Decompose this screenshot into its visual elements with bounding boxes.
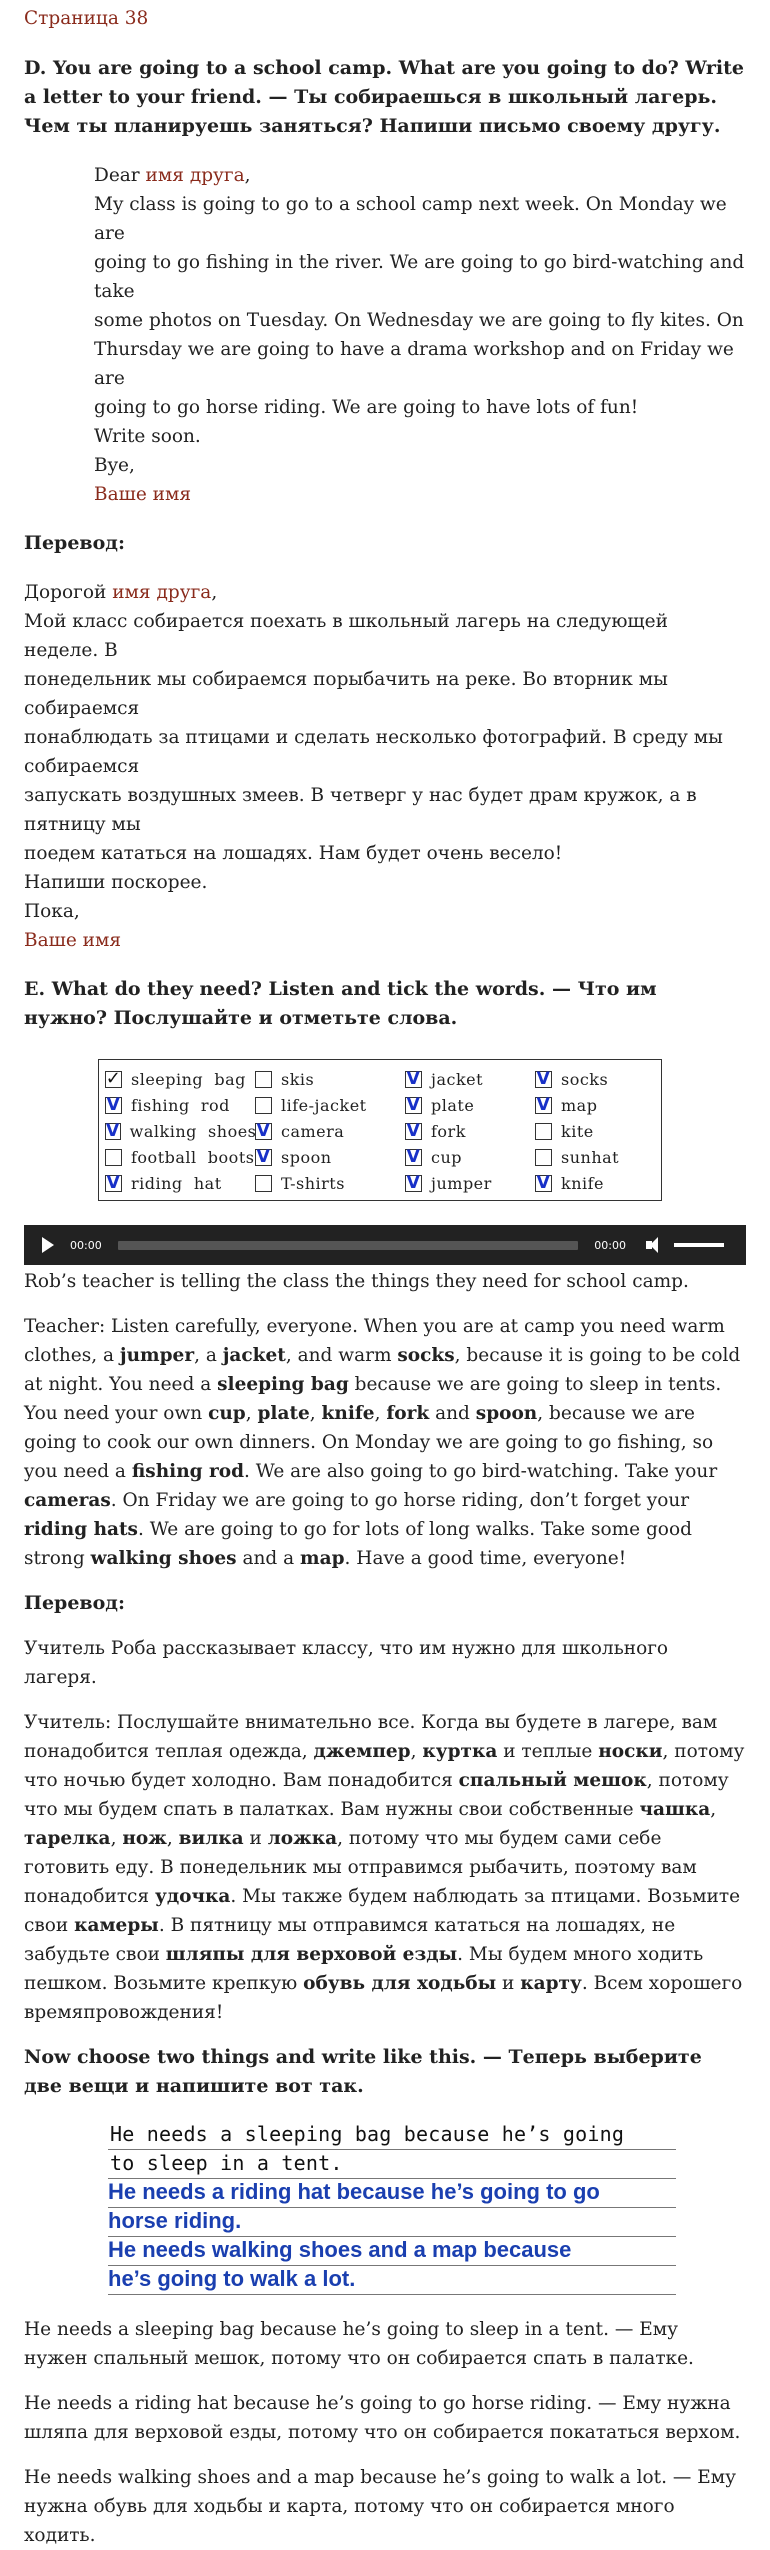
text-run: . We are also going to go bird-watching. Take your <box>244 1461 718 1482</box>
checked-box-icon[interactable]: V <box>406 1094 421 1115</box>
bold-item: тарелка <box>24 1828 111 1849</box>
tick-item-label: riding hat <box>131 1173 222 1193</box>
answer-3: He needs walking shoes and a map because he’s going to walk a lot. — Ему нужна обувь для ходьбы и карта, потому что он собирается много ходить. <box>24 2467 736 2546</box>
bold-item: cameras <box>24 1490 111 1511</box>
choose-heading: Now choose two things and write like this. — Теперь выберите две вещи и напишите вот так. <box>24 2046 702 2097</box>
tick-item-label: jumper <box>431 1173 492 1193</box>
checked-box-icon[interactable]: V <box>536 1094 551 1115</box>
rob-intro-ru: Учитель Роба рассказывает классу, что им нужно для школьного лагеря. <box>24 1638 669 1688</box>
checked-box-icon[interactable]: V <box>406 1120 421 1141</box>
checked-box-icon[interactable]: V <box>406 1172 421 1193</box>
bold-item: удочка <box>154 1886 231 1907</box>
bold-item: куртка <box>422 1741 498 1762</box>
play-icon[interactable] <box>42 1237 54 1253</box>
checked-box-icon[interactable]: ✓ <box>105 1068 122 1089</box>
bold-item: jacket <box>222 1345 286 1366</box>
tick-words-table <box>98 1059 662 1201</box>
bold-item: обувь для ходьбы <box>303 1973 497 1994</box>
bold-item: fork <box>386 1403 430 1424</box>
answer-line-4: he’s going to walk a lot. <box>108 2266 356 2291</box>
tick-item-label: sunhat <box>561 1147 620 1167</box>
tick-item <box>405 1170 535 1196</box>
page-title: Страница 38 <box>24 8 149 29</box>
bold-item: knife <box>321 1403 375 1424</box>
bold-item: walking shoes <box>90 1548 237 1569</box>
task-d-heading: D. You are going to a school camp. What are you going to do? Write a letter to your friend. — Ты собираешься в школьный лагерь. Чем ты планируешь заняться? Напиши письмо своему другу. <box>24 57 744 137</box>
tick-item <box>255 1144 405 1170</box>
text-run: , <box>110 1828 123 1849</box>
text-run: , because it is going to be cold at night. You need a <box>24 1345 741 1395</box>
bold-item: камеры <box>74 1915 159 1936</box>
tick-item-label: walking shoes <box>129 1121 257 1141</box>
tick-item <box>255 1118 405 1144</box>
text-run: . Мы также будем наблюдать за птицами. Возьмите свои <box>24 1886 741 1936</box>
tick-item <box>405 1144 535 1170</box>
handwriting-block <box>108 2121 676 2295</box>
empty-checkbox-icon[interactable] <box>255 1071 272 1088</box>
bold-item: носки <box>598 1741 663 1762</box>
answer-line-2: horse riding. <box>108 2208 242 2233</box>
tick-item <box>535 1092 665 1118</box>
task-e-heading: E. What do they need? Listen and tick the words. — Что им нужно? Послушайте и отметьте слова. <box>24 978 657 1029</box>
teacher-speech-ru <box>24 1708 746 2027</box>
bold-item: plate <box>257 1403 310 1424</box>
tick-item <box>255 1092 405 1118</box>
bold-item: джемпер <box>313 1741 411 1762</box>
tick-item <box>255 1170 405 1196</box>
tick-item <box>105 1170 255 1196</box>
text-run: , <box>374 1403 387 1424</box>
checked-box-icon[interactable]: V <box>106 1094 121 1115</box>
tick-item <box>535 1118 665 1144</box>
tick-item <box>105 1092 255 1118</box>
bold-item: socks <box>397 1345 455 1366</box>
text-run: . We are going to go for lots of long walks. Take some good strong <box>24 1519 692 1569</box>
text-run: и теплые <box>497 1741 599 1762</box>
text-run: . В пятницу мы отправимся кататься на лошадях, не забудьте свои <box>24 1915 676 1965</box>
bold-item: ложка <box>267 1828 338 1849</box>
text-run: , потому что мы будем сами себе готовить еду. В понедельник мы отправимся рыбачить, поэтому вам понадобится <box>24 1828 697 1907</box>
text-run: , because we are going to cook our own dinners. On Monday we are going to go fishing, so you need a <box>24 1403 714 1482</box>
letter-en: Dear имя друга, My class is going to go to a school camp next week. On Monday we are going to go fishing in the river. We are going to go bird-watching and take some photos on Tuesday. On Wednesday we are going to fly kites. On Thursday we are going to have a drama workshop and on Friday we are going to go horse riding. We are going to have lots of fun! Write soon. Bye, Ваше имя <box>24 161 746 509</box>
volume-slider[interactable] <box>674 1243 724 1247</box>
answer-line-3: He needs walking shoes and a map because <box>108 2237 572 2262</box>
tick-item <box>105 1118 255 1144</box>
text-run: . On Friday we are going to go horse riding, don’t forget your <box>110 1490 690 1511</box>
text-run: , <box>245 1403 258 1424</box>
tick-item-label: cup <box>431 1147 463 1167</box>
empty-checkbox-icon[interactable] <box>535 1149 552 1166</box>
friend-name-placeholder: имя друга <box>145 165 245 186</box>
text-run: . Have a good time, everyone! <box>344 1548 627 1569</box>
current-time: 00:00 <box>70 1238 102 1252</box>
bold-item: карту <box>520 1973 582 1994</box>
checked-box-icon[interactable]: V <box>106 1172 121 1193</box>
progress-track[interactable] <box>118 1241 579 1250</box>
checked-box-icon[interactable]: V <box>536 1172 551 1193</box>
tick-item-label: spoon <box>281 1147 332 1167</box>
tick-item <box>405 1092 535 1118</box>
bold-item: map <box>300 1548 345 1569</box>
bold-item: sleeping bag <box>217 1374 349 1395</box>
tick-item-label: football boots <box>131 1147 255 1167</box>
bold-item: шляпы для верховой езды <box>165 1944 458 1965</box>
checked-box-icon[interactable]: V <box>406 1146 421 1167</box>
tick-item-label: fork <box>431 1121 466 1141</box>
tick-item <box>535 1066 665 1092</box>
bold-item: riding hats <box>24 1519 138 1540</box>
empty-checkbox-icon[interactable] <box>105 1149 122 1166</box>
bold-item: spoon <box>475 1403 538 1424</box>
bold-item: спальный мешок <box>458 1770 647 1791</box>
tick-item-label: life-jacket <box>281 1095 367 1115</box>
text-run: Учитель: Послушайте внимательно все. Когда вы будете в лагере, вам понадобится теплая одежда, <box>24 1712 718 1762</box>
checked-box-icon[interactable]: V <box>106 1120 120 1141</box>
empty-checkbox-icon[interactable] <box>255 1175 272 1192</box>
text-run: and a <box>236 1548 301 1569</box>
example-line-2: to sleep in a tent. <box>110 2151 343 2175</box>
bold-item: нож <box>122 1828 167 1849</box>
your-name-placeholder: Ваше имя <box>94 484 192 505</box>
tick-item <box>255 1066 405 1092</box>
tick-item-label: kite <box>561 1121 594 1141</box>
total-time: 00:00 <box>594 1238 626 1252</box>
tick-item <box>535 1144 665 1170</box>
bold-item: вилка <box>178 1828 244 1849</box>
text-run: , a <box>194 1345 223 1366</box>
checked-box-icon[interactable]: V <box>256 1146 271 1167</box>
speaker-icon[interactable] <box>646 1241 652 1249</box>
bold-item: jumper <box>119 1345 195 1366</box>
tick-item-label: skis <box>281 1069 315 1089</box>
translation-label: Перевод: <box>24 532 125 554</box>
text-run: , потому что ночью будет холодно. Вам понадобится <box>24 1741 745 1791</box>
tick-item <box>405 1118 535 1144</box>
text-run: . Мы будем много ходить пешком. Возьмите крепкую <box>24 1944 704 1994</box>
answer-1: He needs a sleeping bag because he’s going to sleep in a tent. — Ему нужен спальный мешок, потому что он собирается спать в палатке. <box>24 2319 694 2369</box>
example-line-1: He needs a sleeping bag because he’s going <box>110 2122 625 2146</box>
tick-item-label: socks <box>561 1069 609 1089</box>
tick-item <box>105 1066 255 1092</box>
text-run: . Всем хорошего времяпровождения! <box>24 1973 743 2023</box>
tick-item-label: plate <box>431 1095 475 1115</box>
translation-label-e: Перевод: <box>24 1592 125 1614</box>
tick-item-label: map <box>561 1095 598 1115</box>
checked-box-icon[interactable]: V <box>406 1068 421 1089</box>
checked-box-icon[interactable]: V <box>536 1068 551 1089</box>
tick-item-label: camera <box>281 1121 345 1141</box>
text-run: , <box>410 1741 423 1762</box>
text-run: , <box>309 1403 322 1424</box>
rob-intro: Rob’s teacher is telling the class the things they need for school camp. <box>24 1271 689 1292</box>
text-run: , and warm <box>285 1345 398 1366</box>
audio-player <box>24 1225 746 1265</box>
text-run: и <box>496 1973 521 1994</box>
tick-item-label: fishing rod <box>131 1095 230 1115</box>
checked-box-icon[interactable]: V <box>256 1120 271 1141</box>
text-run: and <box>429 1403 476 1424</box>
text-run: и <box>243 1828 268 1849</box>
text-run: , <box>166 1828 179 1849</box>
bold-item: cup <box>208 1403 246 1424</box>
letter-ru: Дорогой имя друга, Мой класс собирается поехать в школьный лагерь на следующей неделе. В понедельник мы собираемся порыбачить на реке. Во вторник мы собираемся понаблюдать за птицами и сделать несколько фотографий. В среду мы собираемся запускать воздушных змеев. В четверг у нас будет драм кружок, а в пятницу мы поедем кататься на лошадях. Нам будет очень весело! Напиши поскорее. Пока, Ваше имя <box>24 582 723 951</box>
empty-checkbox-icon[interactable] <box>255 1097 272 1114</box>
text-run: , потому что мы будем спать в палатках. Вам нужны свои собственные <box>24 1770 729 1820</box>
answer-line-1: He needs a riding hat because he’s going to go <box>108 2179 600 2204</box>
text-run: , <box>710 1799 717 1820</box>
teacher-speech-en <box>24 1312 746 1573</box>
bold-item: чашка <box>639 1799 711 1820</box>
tick-item-label: sleeping bag <box>131 1069 246 1089</box>
tick-item-label: knife <box>561 1173 605 1193</box>
empty-checkbox-icon[interactable] <box>535 1123 552 1140</box>
text-run: Teacher: Listen carefully, everyone. When you are at camp you need warm clothes, a <box>24 1316 725 1366</box>
bold-item: fishing rod <box>131 1461 245 1482</box>
tick-item <box>405 1066 535 1092</box>
tick-item-label: jacket <box>431 1069 484 1089</box>
answer-2: He needs a riding hat because he’s going to go horse riding. — Ему нужна шляпа для верховой езды, потому что он собирается покататься верхом. <box>24 2393 741 2443</box>
tick-item-label: T-shirts <box>281 1173 345 1193</box>
tick-item <box>535 1170 665 1196</box>
text-run: because we are going to sleep in tents. You need your own <box>24 1374 722 1424</box>
tick-item <box>105 1144 255 1170</box>
